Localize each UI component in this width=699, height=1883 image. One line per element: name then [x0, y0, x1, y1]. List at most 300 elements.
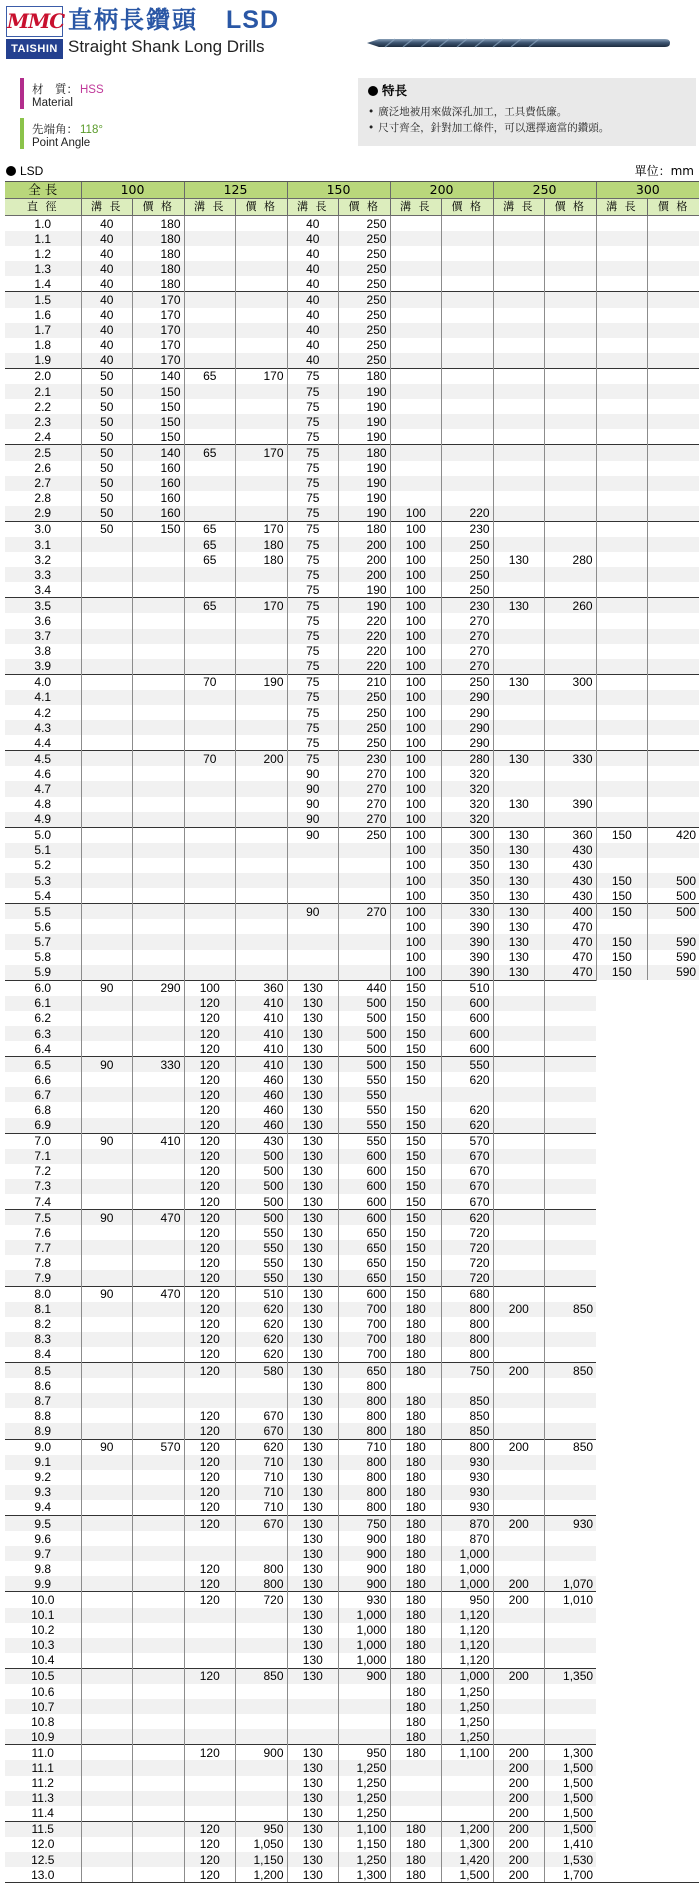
price-cell: 270: [339, 797, 391, 812]
flute-length-cell: [81, 827, 133, 843]
price-cell: 900: [339, 1531, 391, 1546]
price-cell: 800: [339, 1500, 391, 1516]
price-cell: 410: [236, 1026, 288, 1041]
length-header: 250: [493, 182, 596, 199]
diameter-cell: 12.0: [5, 1837, 81, 1852]
flute-length-cell: [184, 781, 236, 796]
price-cell: [545, 582, 597, 598]
price-cell: [648, 246, 699, 261]
flute-length-cell: [493, 1485, 545, 1500]
flute-length-cell: [184, 353, 236, 369]
price-cell: [133, 1561, 185, 1576]
flute-length-cell: 120: [184, 1576, 236, 1592]
flute-length-cell: [81, 1684, 133, 1699]
table-row: [5, 1378, 699, 1393]
flute-length-cell: [81, 1164, 133, 1179]
flute-length-cell: 130: [287, 1194, 339, 1210]
price-cell: 320: [442, 781, 494, 796]
price-cell: 200: [339, 552, 391, 567]
flute-length-cell: 130: [287, 1286, 339, 1302]
price-cell: 180: [133, 231, 185, 246]
price-cell: [133, 659, 185, 675]
price-cell: 550: [339, 1087, 391, 1102]
price-cell: 1,250: [442, 1729, 494, 1745]
flute-length-cell: [493, 1500, 545, 1516]
flute-length-cell: 75: [287, 368, 339, 384]
flute-length-label: 溝 長: [81, 199, 133, 216]
price-cell: [339, 1684, 391, 1699]
flute-length-cell: [596, 1638, 648, 1653]
price-cell: [545, 1408, 597, 1423]
price-cell: 900: [339, 1561, 391, 1576]
diameter-cell: 1.0: [5, 216, 81, 232]
flute-length-cell: 150: [390, 1179, 442, 1194]
flute-length-cell: 180: [390, 1684, 442, 1699]
price-label: 價 格: [442, 199, 494, 216]
table-row: [5, 705, 699, 720]
diameter-cell: 1.4: [5, 276, 81, 292]
diameter-cell: 9.2: [5, 1470, 81, 1485]
price-cell: [648, 1776, 699, 1791]
price-cell: [133, 613, 185, 628]
table-row: [5, 996, 699, 1011]
flute-length-cell: 70: [184, 674, 236, 690]
flute-length-cell: 180: [390, 1623, 442, 1638]
table-row: [5, 1623, 699, 1638]
flute-length-cell: [184, 873, 236, 888]
price-cell: [236, 1760, 288, 1775]
flute-length-cell: [184, 827, 236, 843]
price-cell: [545, 644, 597, 659]
flute-length-cell: 120: [184, 1057, 236, 1073]
table-row: [5, 1347, 699, 1363]
table-row: [5, 368, 699, 384]
flute-length-cell: [184, 950, 236, 965]
flute-length-cell: [81, 1179, 133, 1194]
flute-length-cell: 75: [287, 384, 339, 399]
price-cell: 390: [442, 965, 494, 981]
flute-length-cell: 150: [596, 950, 648, 965]
flute-length-cell: 120: [184, 1210, 236, 1226]
price-cell: [442, 1806, 494, 1822]
flute-length-cell: 130: [493, 843, 545, 858]
flute-length-cell: [596, 1806, 648, 1822]
flute-length-cell: [493, 1378, 545, 1393]
flute-length-cell: [184, 338, 236, 353]
price-cell: [648, 1026, 699, 1041]
flute-length-cell: 130: [287, 1240, 339, 1255]
flute-length-cell: 150: [596, 873, 648, 888]
price-cell: [648, 1821, 699, 1837]
flute-length-cell: 75: [287, 506, 339, 522]
table-row: [5, 1225, 699, 1240]
flute-length-cell: 130: [493, 858, 545, 873]
price-cell: 1,000: [339, 1653, 391, 1669]
price-cell: [236, 338, 288, 353]
table-row: [5, 552, 699, 567]
price-cell: 1,500: [545, 1760, 597, 1775]
flute-length-cell: [81, 751, 133, 767]
flute-length-cell: [596, 720, 648, 735]
table-row: [5, 308, 699, 323]
flute-length-cell: 120: [184, 1011, 236, 1026]
price-cell: 1,000: [339, 1608, 391, 1623]
table-row: [5, 1057, 699, 1073]
length-header: 100: [81, 182, 184, 199]
flute-length-cell: [390, 216, 442, 232]
diameter-cell: 8.7: [5, 1393, 81, 1408]
price-cell: [442, 384, 494, 399]
price-cell: [648, 1393, 699, 1408]
diameter-cell: 8.8: [5, 1408, 81, 1423]
flute-length-cell: 200: [493, 1576, 545, 1592]
price-cell: 210: [339, 674, 391, 690]
flute-length-cell: 130: [287, 1455, 339, 1470]
price-cell: [545, 1270, 597, 1286]
flute-length-cell: [596, 1776, 648, 1791]
table-row: [5, 1270, 699, 1286]
flute-length-cell: 100: [390, 827, 442, 843]
price-cell: [545, 414, 597, 429]
diameter-cell: 1.9: [5, 353, 81, 369]
flute-length-cell: 40: [287, 308, 339, 323]
price-cell: 710: [339, 1439, 391, 1455]
price-cell: [648, 1485, 699, 1500]
price-cell: [648, 491, 699, 506]
price-cell: [133, 934, 185, 949]
diameter-cell: 10.9: [5, 1729, 81, 1745]
flute-length-cell: [493, 491, 545, 506]
price-cell: 600: [339, 1194, 391, 1210]
diameter-cell: 6.4: [5, 1041, 81, 1057]
price-cell: 670: [442, 1149, 494, 1164]
diameter-cell: 9.8: [5, 1561, 81, 1576]
flute-length-cell: 180: [390, 1332, 442, 1347]
table-row: [5, 1149, 699, 1164]
flute-length-cell: 180: [390, 1867, 442, 1883]
price-cell: [545, 506, 597, 522]
flute-length-cell: [81, 1745, 133, 1761]
flute-length-cell: [596, 1347, 648, 1363]
flute-length-cell: [493, 1699, 545, 1714]
price-cell: [648, 552, 699, 567]
price-cell: [648, 659, 699, 675]
price-cell: [442, 246, 494, 261]
flute-length-cell: [493, 1118, 545, 1134]
overall-length-label: 全 長: [5, 182, 81, 199]
table-row: [5, 919, 699, 934]
price-cell: [236, 888, 288, 904]
price-cell: 550: [236, 1225, 288, 1240]
mmc-logo-mark: MMC: [6, 6, 63, 37]
table-row: [5, 1776, 699, 1791]
flute-length-cell: [184, 1729, 236, 1745]
diameter-cell: 10.5: [5, 1668, 81, 1684]
price-cell: [133, 1378, 185, 1393]
price-cell: 500: [236, 1194, 288, 1210]
price-label: 價 格: [648, 199, 699, 216]
flute-length-cell: [81, 1638, 133, 1653]
flute-length-cell: 130: [287, 1026, 339, 1041]
diameter-cell: 3.0: [5, 521, 81, 537]
feature-item: • 尺寸齊全，針對加工條件，可以選擇適當的鑽頭。: [368, 120, 609, 136]
price-cell: [339, 1729, 391, 1745]
price-cell: [545, 1102, 597, 1117]
flute-length-cell: [596, 1164, 648, 1179]
diameter-cell: 4.9: [5, 812, 81, 828]
price-cell: [545, 1225, 597, 1240]
price-cell: 1,500: [545, 1776, 597, 1791]
flute-length-cell: 130: [287, 1332, 339, 1347]
flute-length-cell: 50: [81, 521, 133, 537]
flute-length-cell: [390, 1378, 442, 1393]
product-code: LSD: [226, 6, 279, 34]
flute-length-cell: 180: [390, 1729, 442, 1745]
price-cell: 1,700: [545, 1867, 597, 1883]
price-cell: [236, 567, 288, 582]
flute-length-cell: [596, 1470, 648, 1485]
flute-length-cell: [184, 1791, 236, 1806]
flute-length-cell: 100: [390, 797, 442, 812]
price-cell: [648, 1592, 699, 1608]
price-cell: [545, 613, 597, 628]
price-cell: 270: [339, 812, 391, 828]
flute-length-cell: 130: [287, 1837, 339, 1852]
price-cell: 460: [236, 1102, 288, 1117]
price-cell: 850: [545, 1363, 597, 1379]
flute-length-cell: [493, 261, 545, 276]
flute-length-cell: [596, 368, 648, 384]
diameter-cell: 8.1: [5, 1302, 81, 1317]
flute-length-cell: [493, 338, 545, 353]
flute-length-cell: [81, 1776, 133, 1791]
price-cell: 170: [236, 445, 288, 461]
price-cell: [133, 950, 185, 965]
flute-length-cell: [81, 1485, 133, 1500]
diameter-cell: 9.6: [5, 1531, 81, 1546]
price-cell: [133, 1821, 185, 1837]
price-cell: [236, 965, 288, 981]
price-cell: [236, 582, 288, 598]
diameter-cell: 5.9: [5, 965, 81, 981]
flute-length-cell: 130: [287, 1270, 339, 1286]
price-cell: [545, 1240, 597, 1255]
diameter-cell: 2.9: [5, 506, 81, 522]
flute-length-cell: 100: [390, 690, 442, 705]
flute-length-cell: [390, 429, 442, 445]
price-cell: [236, 216, 288, 232]
flute-length-cell: [596, 1439, 648, 1455]
diameter-cell: 7.3: [5, 1179, 81, 1194]
price-cell: [133, 1653, 185, 1669]
price-cell: [648, 843, 699, 858]
flute-length-cell: 120: [184, 1515, 236, 1531]
table-row: [5, 429, 699, 445]
flute-length-cell: [596, 1546, 648, 1561]
table-row: [5, 1179, 699, 1194]
flute-length-cell: [184, 1653, 236, 1669]
flute-length-cell: [81, 1302, 133, 1317]
flute-length-cell: [184, 1623, 236, 1638]
flute-length-cell: [596, 1576, 648, 1592]
flute-length-cell: 180: [390, 1592, 442, 1608]
price-cell: [545, 705, 597, 720]
flute-length-cell: 130: [287, 1149, 339, 1164]
table-row: [5, 1363, 699, 1379]
price-cell: 410: [133, 1133, 185, 1149]
flute-length-cell: [596, 1194, 648, 1210]
price-cell: 1,500: [545, 1806, 597, 1822]
section-label: LSD: [20, 164, 44, 178]
flute-length-cell: [184, 705, 236, 720]
price-cell: 1,000: [339, 1638, 391, 1653]
diameter-cell: 6.1: [5, 996, 81, 1011]
flute-length-cell: [390, 1806, 442, 1822]
price-cell: [236, 1638, 288, 1653]
page-header: [0, 0, 699, 62]
price-cell: 670: [236, 1423, 288, 1439]
flute-length-cell: [596, 1332, 648, 1347]
price-cell: [545, 1286, 597, 1302]
flute-length-cell: [493, 537, 545, 552]
flute-length-cell: [81, 919, 133, 934]
table-row: [5, 888, 699, 904]
price-cell: 1,120: [442, 1653, 494, 1669]
flute-length-cell: 180: [390, 1423, 442, 1439]
price-cell: 620: [442, 1102, 494, 1117]
price-cell: 930: [339, 1592, 391, 1608]
flute-length-cell: 200: [493, 1852, 545, 1867]
flute-length-cell: 40: [287, 338, 339, 353]
price-cell: [545, 1133, 597, 1149]
price-cell: 470: [545, 934, 597, 949]
flute-length-cell: 100: [390, 720, 442, 735]
flute-length-cell: 100: [390, 521, 442, 537]
diameter-cell: 5.4: [5, 888, 81, 904]
price-cell: 720: [236, 1592, 288, 1608]
point-angle-spec: [20, 118, 340, 149]
price-cell: 1,350: [545, 1668, 597, 1684]
price-cell: 410: [236, 1041, 288, 1057]
price-cell: [648, 1102, 699, 1117]
table-row: [5, 735, 699, 751]
flute-length-cell: [81, 781, 133, 796]
flute-length-cell: [596, 292, 648, 308]
price-cell: 1,200: [236, 1867, 288, 1883]
flute-length-cell: 100: [390, 674, 442, 690]
flute-length-cell: 150: [390, 1286, 442, 1302]
flute-length-cell: 40: [81, 246, 133, 261]
table-row: [5, 980, 699, 996]
flute-length-cell: 130: [493, 873, 545, 888]
price-cell: [545, 1638, 597, 1653]
table-row: [5, 1439, 699, 1455]
table-row: [5, 1684, 699, 1699]
price-cell: [236, 414, 288, 429]
price-cell: [339, 1714, 391, 1729]
flute-length-cell: 100: [390, 934, 442, 949]
table-row: [5, 1302, 699, 1317]
price-cell: [545, 261, 597, 276]
price-cell: 180: [339, 368, 391, 384]
diameter-cell: 4.4: [5, 735, 81, 751]
flute-length-cell: 100: [390, 873, 442, 888]
price-cell: [545, 766, 597, 781]
price-cell: [648, 461, 699, 476]
table-row: [5, 1821, 699, 1837]
table-row: [5, 797, 699, 812]
price-cell: 220: [339, 659, 391, 675]
table-row: [5, 1118, 699, 1134]
table-row: [5, 276, 699, 292]
flute-length-cell: 75: [287, 705, 339, 720]
flute-length-cell: [287, 873, 339, 888]
flute-length-cell: [81, 1149, 133, 1164]
flute-length-cell: 130: [287, 1791, 339, 1806]
diameter-cell: 8.9: [5, 1423, 81, 1439]
price-cell: [133, 1179, 185, 1194]
point-angle-value: 118°: [80, 124, 103, 136]
price-cell: [236, 950, 288, 965]
flute-length-cell: [81, 950, 133, 965]
flute-length-cell: [184, 491, 236, 506]
flute-length-cell: [81, 843, 133, 858]
table-row: [5, 338, 699, 353]
price-cell: [133, 1608, 185, 1623]
flute-length-cell: 150: [596, 934, 648, 949]
price-cell: [133, 1149, 185, 1164]
price-cell: [133, 1255, 185, 1270]
flute-length-cell: 150: [390, 1057, 442, 1073]
flute-length-cell: [596, 1133, 648, 1149]
flute-length-cell: [596, 1837, 648, 1852]
price-cell: [133, 537, 185, 552]
price-cell: 190: [339, 506, 391, 522]
diameter-cell: 2.8: [5, 491, 81, 506]
price-cell: [236, 1714, 288, 1729]
flute-length-cell: [81, 1378, 133, 1393]
price-cell: [648, 1684, 699, 1699]
flute-length-cell: [184, 461, 236, 476]
flute-length-cell: [596, 1149, 648, 1164]
diameter-cell: 6.2: [5, 1011, 81, 1026]
price-cell: 430: [545, 888, 597, 904]
price-cell: 220: [339, 644, 391, 659]
price-cell: 1,300: [339, 1867, 391, 1883]
price-cell: [236, 690, 288, 705]
flute-length-cell: [184, 904, 236, 920]
price-cell: [236, 1729, 288, 1745]
price-cell: 500: [236, 1179, 288, 1194]
diameter-cell: 11.2: [5, 1776, 81, 1791]
flute-length-cell: [184, 1608, 236, 1623]
table-row: [5, 598, 699, 614]
flute-length-cell: 90: [81, 1439, 133, 1455]
flute-length-cell: 120: [184, 1072, 236, 1087]
spec-block: [20, 78, 340, 158]
flute-length-cell: [184, 216, 236, 232]
flute-length-cell: [596, 919, 648, 934]
diameter-cell: 7.4: [5, 1194, 81, 1210]
flute-length-cell: 50: [81, 476, 133, 491]
flute-length-cell: [596, 1072, 648, 1087]
price-cell: [545, 629, 597, 644]
flute-length-cell: [81, 1623, 133, 1638]
price-cell: [133, 1011, 185, 1026]
price-cell: 320: [442, 812, 494, 828]
price-cell: 670: [442, 1179, 494, 1194]
table-row: [5, 1485, 699, 1500]
